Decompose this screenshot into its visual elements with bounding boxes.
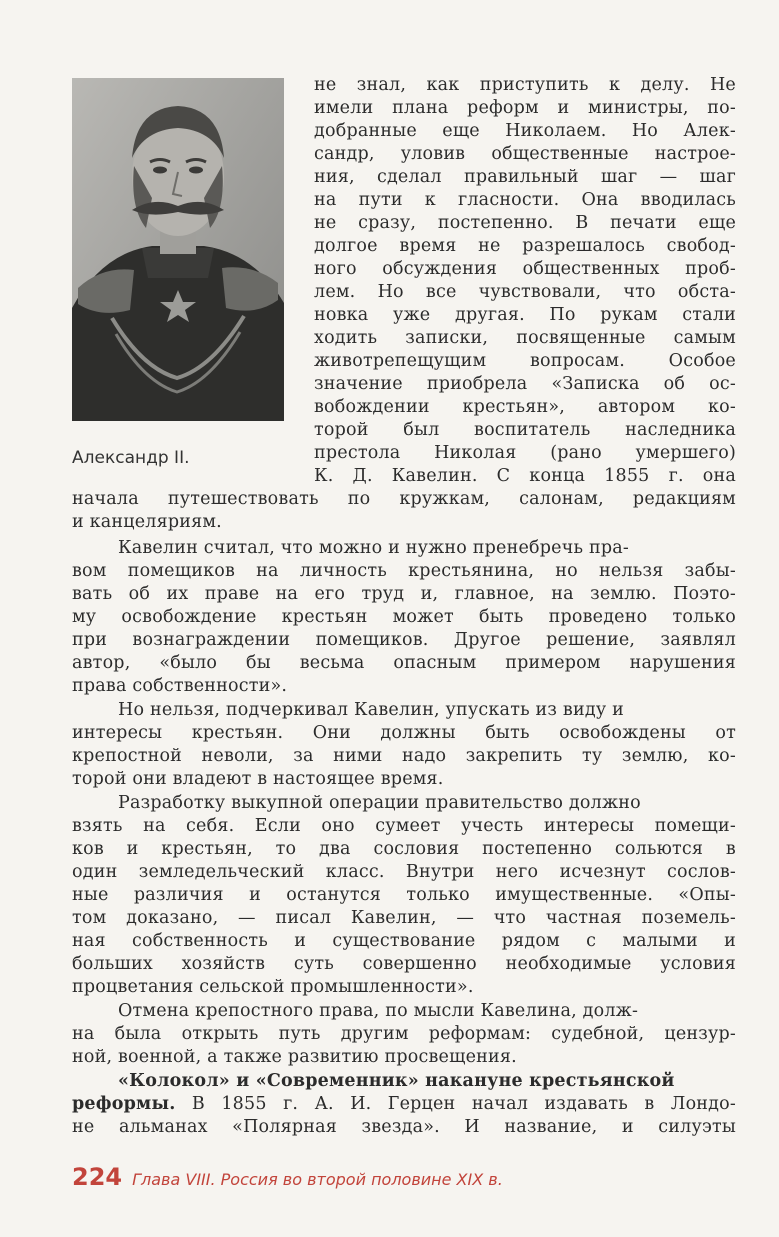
text-line: долгое время не разрешалось свобод- [314, 236, 736, 256]
portrait-illustration [72, 78, 284, 421]
text-line: значение приобрела «Записка об ос- [314, 374, 736, 394]
text-line: больших хозяйств суть совершенно необходимые условия [72, 954, 736, 974]
text-line: К. Д. Кавелин. С конца 1855 г. она [314, 466, 736, 486]
text-line: торой они владеют в настоящее время. [72, 769, 444, 789]
text-line [72, 1093, 736, 1116]
text-line: крепостной неволи, за ними надо закрепить ту землю, ко- [72, 746, 736, 766]
text-line: вобождении крестьян», автором ко- [314, 397, 736, 417]
text-line: Но нельзя, подчеркивал Кавелин, упускать из виду и [118, 700, 624, 720]
text-span: В 1855 г. А. И. Герцен начал издавать в Лондо- [191, 1094, 736, 1114]
text-line: интересы крестьян. Они должны быть освобождены от [72, 723, 736, 743]
text-line: имели плана реформ и министры, по- [314, 98, 736, 118]
section-heading: «Колокол» и «Современник» накануне крестьянской [118, 1071, 675, 1091]
text-line: му освобождение крестьян может быть проведено только [72, 607, 736, 627]
text-line: престола Николая (рано умершего) [314, 443, 736, 463]
portrait-image [72, 78, 284, 421]
page-footer [72, 1163, 503, 1193]
text-line: ная собственность и существование рядом с малыми и [72, 931, 736, 951]
text-line: том доказано, — писал Кавелин, — что частная поземель- [72, 908, 736, 928]
text-line: ные различия и останутся только имущественные. «Опы- [72, 885, 736, 905]
running-head: Глава VIII. Россия во второй половине XIX в. [132, 1170, 503, 1189]
text-line: новка уже другая. По рукам стали [314, 305, 736, 325]
text-line: ной, военной, а также развитию просвещения. [72, 1047, 517, 1067]
text-line: взять на себя. Если оно сумеет учесть интересы помещи- [72, 816, 736, 836]
portrait-caption: Александр II. [72, 448, 190, 468]
text-line: на пути к гласности. Она вводилась [314, 190, 736, 210]
text-line: Разработку выкупной операции правительство должно [118, 793, 641, 813]
text-line: Отмена крепостного права, по мысли Кавелина, долж- [118, 1001, 639, 1021]
text-line: не альманах «Полярная звезда». И название, и силуэты [72, 1117, 736, 1137]
text-line: один земледельческий класс. Внутри него исчезнут сослов- [72, 862, 736, 882]
text-line: и канцеляриям. [72, 512, 222, 532]
text-line: права собственности». [72, 676, 288, 696]
text-line: не сразу, постепенно. В печати еще [314, 213, 736, 233]
text-line: на была открыть путь другим реформам: судебной, цензур- [72, 1024, 736, 1044]
text-line: вать об их праве на его труд и, главное, на землю. Поэто- [72, 584, 736, 604]
text-line: ходить записки, посвященные самым [314, 328, 736, 348]
text-line: ного обсуждения общественных проб- [314, 259, 736, 279]
text-line: начала путешествовать по кружкам, салонам, редакциям [72, 489, 736, 509]
text-line: животрепещущим вопросам. Особое [314, 351, 736, 371]
text-line: торой был воспитатель наследника [314, 420, 736, 440]
text-line: при вознаграждении помещиков. Другое решение, заявлял [72, 630, 736, 650]
text-line: сандр, уловив общественные настрое- [314, 144, 736, 164]
text-line: Кавелин считал, что можно и нужно пренебречь пра- [118, 538, 630, 558]
text-line: вом помещиков на личность крестьянина, но нельзя забы- [72, 561, 736, 581]
text-line: автор, «было бы весьма опасным примером нарушения [72, 653, 736, 673]
text-line: не знал, как приступить к делу. Не [314, 75, 736, 95]
text-line: добранные еще Николаем. Но Алек- [314, 121, 736, 141]
text-line: ков и крестьян, то два сословия постепенно сольются в [72, 839, 736, 859]
text-line: лем. Но все чувствовали, что обста- [314, 282, 736, 302]
text-line: процветания сельской промышленности». [72, 977, 474, 997]
page-number: 224 [72, 1163, 123, 1191]
text-line: ния, сделал правильный шаг — шаг [314, 167, 736, 187]
section-heading-end: реформы. [72, 1094, 176, 1114]
